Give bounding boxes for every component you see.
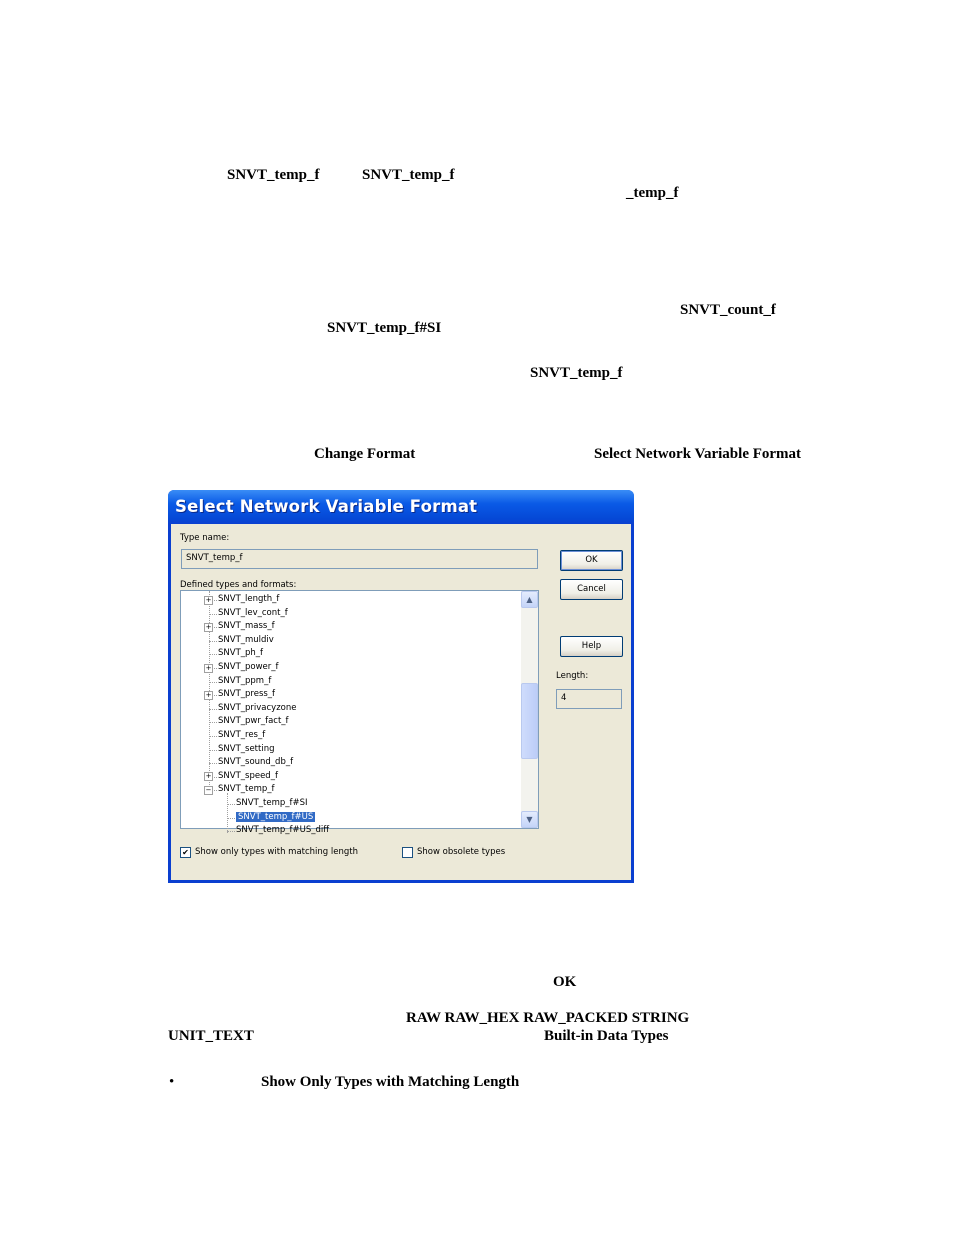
tree-item[interactable] — [218, 688, 275, 701]
show-obsolete-label: Show obsolete types — [417, 847, 506, 857]
tree-line — [209, 591, 210, 787]
expand-icon[interactable]: + — [205, 690, 212, 699]
scroll-down-button[interactable]: ▼ — [521, 811, 538, 828]
tree-item[interactable] — [218, 715, 289, 728]
tree-scrollbar[interactable] — [521, 591, 538, 828]
tree-item-label: SNVT_power_f — [218, 662, 279, 672]
tree-line — [209, 641, 217, 642]
dialog-title: Select Network Variable Format — [175, 497, 478, 516]
show-obsolete-checkbox[interactable] — [402, 847, 413, 858]
tree-item[interactable] — [218, 729, 265, 742]
doc-term-raw-formats: RAW RAW_HEX RAW_PACKED STRING — [406, 1010, 690, 1026]
tree-item-label: SNVT_ppm_f — [218, 675, 272, 686]
tree-line — [227, 818, 235, 819]
doc-term-change-format: Change Format — [314, 446, 416, 462]
doc-term-built-in-types: Built-in Data Types — [544, 1028, 669, 1044]
defined-types-label: Defined types and formats: — [180, 580, 297, 590]
doc-term-snvt-temp-f-si: SNVT_temp_f#SI — [327, 320, 442, 336]
tree-line — [209, 614, 217, 615]
tree-item-label: SNVT_mass_f — [218, 621, 275, 632]
tree-line — [209, 709, 217, 710]
tree-item[interactable] — [218, 620, 275, 633]
doc-term-temp-f: _temp_f — [626, 185, 679, 201]
tree-item-label: SNVT_setting — [218, 743, 275, 754]
type-name-field[interactable]: SNVT_temp_f — [181, 549, 538, 569]
ok-button[interactable]: OK — [560, 550, 623, 571]
collapse-icon[interactable]: − — [205, 785, 212, 794]
doc-term-unit-text: UNIT_TEXT — [168, 1028, 254, 1044]
tree-item-label: SNVT_res_f — [218, 730, 266, 740]
length-field: 4 — [556, 689, 622, 709]
cancel-button[interactable]: Cancel — [560, 579, 623, 600]
tree-item[interactable] — [218, 743, 274, 756]
tree-line — [209, 654, 217, 655]
tree-item-label: SNVT_press_f — [218, 689, 276, 700]
types-tree[interactable] — [180, 590, 539, 836]
doc-term-snvt-temp-f: SNVT_temp_f — [227, 167, 320, 183]
tree-line — [209, 763, 217, 764]
tree-item-label: SNVT_temp_f — [218, 784, 275, 795]
tree-item-label: SNVT_lev_cont_f — [218, 607, 288, 618]
scroll-thumb[interactable] — [521, 683, 538, 759]
tree-line — [227, 831, 235, 832]
tree-item[interactable] — [218, 702, 296, 715]
doc-term-ok: OK — [553, 974, 577, 990]
show-matching-checkbox[interactable]: ✔ — [180, 847, 191, 858]
tree-item-label: SNVT_temp_f#SI — [236, 798, 308, 808]
tree-line — [209, 736, 217, 737]
tree-item-label: SNVT_temp_f#US_diff — [236, 825, 330, 836]
expand-icon[interactable]: + — [205, 772, 212, 781]
tree-item[interactable] — [218, 783, 275, 796]
expand-icon[interactable]: + — [205, 622, 212, 631]
tree-item[interactable] — [218, 593, 279, 606]
tree-item[interactable] — [218, 661, 279, 674]
doc-term-show-matching: Show Only Types with Matching Length — [261, 1074, 520, 1090]
bullet-marker: • — [169, 1074, 175, 1090]
tree-item-label: SNVT_pwr_fact_f — [218, 716, 289, 727]
expand-icon[interactable]: + — [205, 663, 212, 672]
tree-line — [209, 682, 217, 683]
length-label: Length: — [556, 671, 589, 681]
doc-term-snvt-count-f: SNVT_count_f — [680, 302, 776, 318]
tree-item-label: SNVT_muldiv — [218, 634, 274, 645]
tree-item-label: SNVT_length_f — [218, 594, 280, 604]
show-matching-label: Show only types with matching length — [195, 847, 358, 857]
tree-line — [227, 793, 228, 833]
type-name-label: Type name: — [180, 533, 230, 543]
tree-child-item[interactable] — [236, 797, 308, 810]
expand-icon[interactable]: + — [205, 595, 212, 604]
tree-item-label: SNVT_ph_f — [218, 648, 264, 659]
doc-term-select-nv-format: Select Network Variable Format — [594, 446, 802, 462]
doc-term-snvt-temp-f: SNVT_temp_f — [530, 365, 623, 381]
select-nv-format-dialog — [168, 490, 634, 883]
tree-child-item[interactable] — [236, 811, 315, 824]
tree-item-label: SNVT_privacyzone — [218, 702, 297, 713]
tree-item[interactable] — [218, 647, 263, 660]
dialog-body — [171, 524, 631, 880]
tree-child-item[interactable] — [236, 824, 329, 837]
tree-item[interactable] — [218, 770, 278, 783]
tree-item-label: SNVT_temp_f#US — [238, 811, 314, 822]
tree-item[interactable] — [218, 634, 274, 647]
tree-item[interactable] — [218, 756, 293, 769]
tree-line — [227, 804, 235, 805]
tree-item-label: SNVT_speed_f — [218, 770, 278, 781]
tree-item-label: SNVT_sound_db_f — [218, 757, 294, 768]
scroll-up-button[interactable]: ▲ — [521, 591, 538, 608]
tree-item[interactable] — [218, 675, 271, 688]
help-button[interactable]: Help — [560, 636, 623, 657]
tree-line — [209, 722, 217, 723]
tree-item[interactable] — [218, 607, 288, 620]
tree-line — [209, 750, 217, 751]
doc-term-snvt-temp-f: SNVT_temp_f — [362, 167, 455, 183]
dialog-title-bar — [168, 490, 634, 524]
